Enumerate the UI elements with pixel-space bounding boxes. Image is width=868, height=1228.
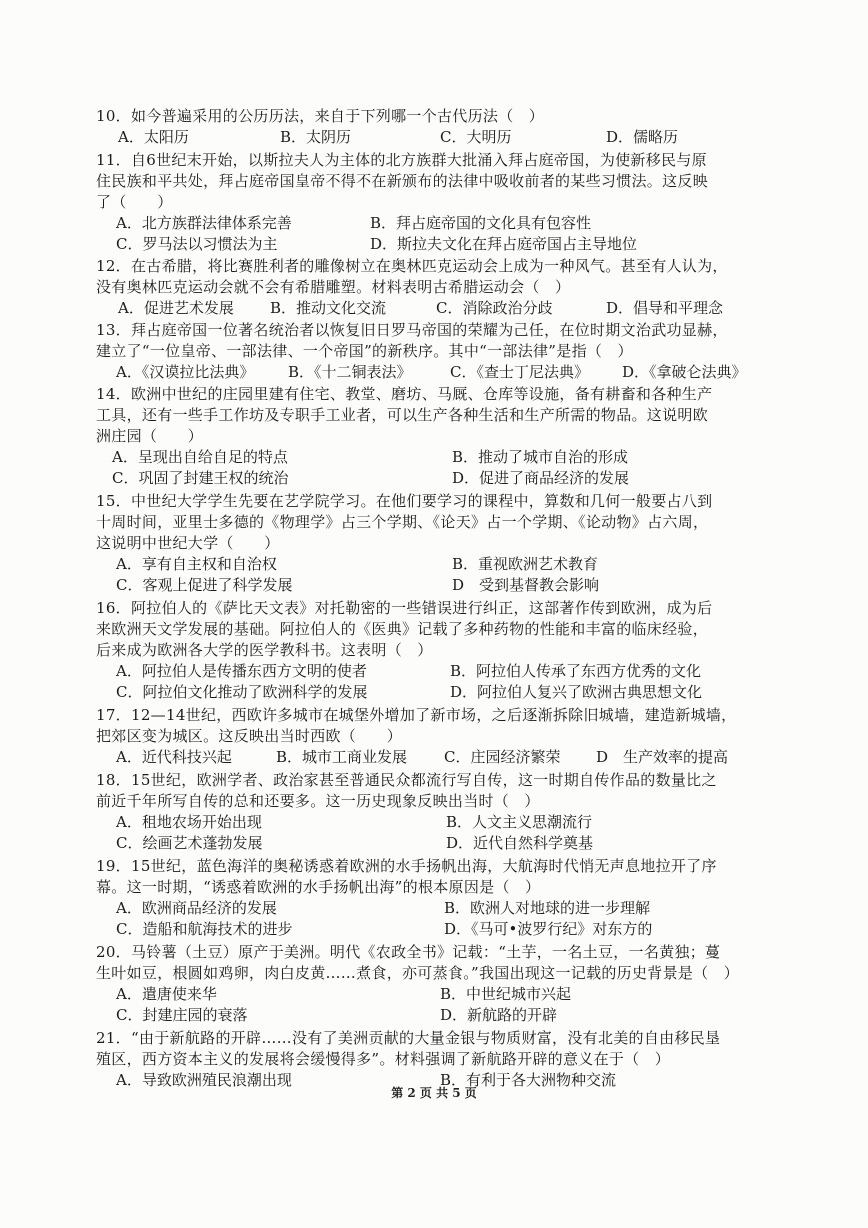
question-14-line-3: 洲庄园（ ） [96, 427, 204, 445]
q19-option-d: D．《马可•波罗行纪》对东方的 [444, 920, 653, 938]
q16-option-d: D．阿拉伯人复兴了欧洲古典思想文化 [450, 683, 703, 701]
q18-option-b: B．人文主义思潮流行 [446, 813, 593, 831]
q18-option-c: C．绘画艺术蓬勃发展 [116, 834, 263, 852]
q10-option-d: D．儒略历 [606, 128, 679, 146]
q11-option-b: B．拜占庭帝国的文化具有包容性 [370, 214, 592, 232]
question-20-line-1: 20．马铃薯（土豆）原产于美洲。明代《农政全书》记载：“土芋，一名土豆，一名黄独；蔓 [96, 943, 721, 961]
question-16-line-3: 后来成为欧洲各大学的医学教科书。这表明（ ） [96, 641, 433, 659]
question-16-line-2: 来欧洲天文学发展的基础。阿拉伯人的《医典》记载了多种药物的性能和丰富的临床经验， [96, 620, 709, 638]
question-11-line-1: 11．自6世纪末开始，以斯拉夫人为主体的北方族群大批涌入拜占庭帝国，为使新移民与原 [96, 151, 707, 169]
question-16-line-1: 16．阿拉伯人的《萨比天文表》对托勒密的一些错误进行纠正，这部著作传到欧洲，成为后 [96, 599, 713, 617]
q12-option-a: A．促进艺术发展 [118, 299, 234, 317]
q11-option-a: A．北方族群法律体系完善 [116, 214, 292, 232]
q13-option-a: A．《汉谟拉比法典》 [116, 363, 255, 381]
question-14-line-1: 14．欧洲中世纪的庄园里建有住宅、教堂、磨坊、马厩、仓库等设施，备有耕畜和各种生产 [96, 385, 713, 403]
q13-option-c: C．《查士丁尼法典》 [450, 363, 589, 381]
question-17-line-2: 把郊区变为城区。这反映出当时西欧（ ） [96, 727, 403, 745]
question-10-line-1: 10．如今普遍采用的公历历法，来自于下列哪一个古代历法（ ） [96, 107, 545, 125]
q15-option-c: C．客观上促进了科学发展 [116, 576, 293, 594]
q12-option-d: D．倡导和平理念 [606, 299, 724, 317]
q14-option-c: C．巩固了封建王权的统治 [112, 469, 289, 487]
question-11-line-3: 了（ ） [96, 193, 173, 211]
q20-option-d: D．新航路的开辟 [440, 1006, 558, 1024]
question-15-line-1: 15．中世纪大学学生先要在艺学院学习。在他们要学习的课程中，算数和几何一般要占八到 [96, 492, 713, 510]
question-13-line-1: 13．拜占庭帝国一位著名统治者以恢复旧日罗马帝国的荣耀为己任，在位时期文治武功显赫， [96, 321, 728, 339]
q17-option-d: D 生产效率的提高 [596, 748, 729, 766]
question-12-line-2: 没有奥林匹克运动会就不会有希腊雕塑。材料表明古希腊运动会（ ） [96, 278, 571, 296]
page-number: 第 2 页 共 5 页 [391, 1086, 477, 1100]
q20-option-a: A．遣唐使来华 [116, 985, 217, 1003]
q12-option-b: B．推动文化交流 [270, 299, 387, 317]
q16-option-a: A．阿拉伯人是传播东西方文明的使者 [116, 662, 367, 680]
q16-option-b: B．阿拉伯人传承了东西方优秀的文化 [450, 662, 702, 680]
question-21-line-1: 21．“由于新航路的开辟……没有了美洲贡献的大量金银与物质财富，没有北美的自由移民垦 [96, 1029, 721, 1047]
q11-option-c: C．罗马法以习惯法为主 [116, 235, 278, 253]
question-14-line-2: 工具，还有一些手工作坊及专职手工业者，可以生产各种生活和生产所需的物品。这说明欧 [96, 406, 709, 424]
q15-option-d: D 受到基督教会影响 [452, 576, 600, 594]
q21-option-a: A．导致欧洲殖民浪潮出现 [116, 1071, 292, 1089]
question-11-line-2: 住民族和平共处，拜占庭帝国皇帝不得不在新颁布的法律中吸收前者的某些习惯法。这反映 [96, 172, 709, 190]
q14-option-d: D．促进了商品经济的发展 [452, 469, 630, 487]
q19-option-a: A．欧洲商品经济的发展 [116, 899, 277, 917]
q10-option-c: C．大明历 [440, 128, 512, 146]
question-21-line-2: 殖区，西方资本主义的发展将会缓慢得多”。材料强调了新航路开辟的意义在于（ ） [96, 1050, 671, 1068]
q17-option-a: A．近代科技兴起 [116, 748, 232, 766]
question-18-line-1: 18．15世纪，欧洲学者、政治家甚至普通民众都流行写自传，这一时期自传作品的数量比之 [96, 771, 717, 789]
q18-option-d: D．近代自然科学奠基 [446, 834, 594, 852]
q13-option-b: B．《十二铜表法》 [288, 363, 412, 381]
q13-option-d: D．《拿破仑法典》 [622, 363, 747, 381]
question-19-line-2: 幕。这一时期，“诱惑着欧洲的水手扬帆出海”的根本原因是（ ） [96, 878, 541, 896]
q20-option-b: B．中世纪城市兴起 [440, 985, 572, 1003]
q17-option-c: C．庄园经济繁荣 [444, 748, 561, 766]
q17-option-b: B．城市工商业发展 [276, 748, 408, 766]
q14-option-a: A．呈现出自给自足的特点 [112, 448, 288, 466]
q15-option-a: A．享有自主权和自治权 [116, 555, 277, 573]
q15-option-b: B．重视欧洲艺术教育 [452, 555, 599, 573]
question-12-line-1: 12．在古希腊，将比赛胜利者的雕像树立在奥林匹克运动会上成为一种风气。甚至有人认为， [96, 257, 728, 275]
question-19-line-1: 19．15世纪，蓝色海洋的奥秘诱惑着欧洲的水手扬帆出海，大航海时代悄无声息地拉开了序 [96, 857, 717, 875]
q14-option-b: B．推动了城市自治的形成 [452, 448, 629, 466]
q10-option-a: A．太阳历 [118, 128, 189, 146]
q18-option-a: A．租地农场开始出现 [116, 813, 262, 831]
q19-option-b: B．欧洲人对地球的进一步理解 [444, 899, 651, 917]
question-15-line-3: 这说明中世纪大学（ ） [96, 534, 280, 552]
q20-option-c: C．封建庄园的衰落 [116, 1006, 248, 1024]
q19-option-c: C．造船和航海技术的进步 [116, 920, 293, 938]
question-18-line-2: 前近千年所写自传的总和还要多。这一历史现象反映出当时（ ） [96, 792, 540, 810]
q12-option-c: C．消除政治分歧 [436, 299, 553, 317]
q16-option-c: C．阿拉伯文化推动了欧洲科学的发展 [116, 683, 368, 701]
question-15-line-2: 十周时间，亚里士多德的《物理学》占三个学期、《论天》占一个学期、《论动物》占六周， [96, 513, 709, 531]
question-13-line-2: 建立了“一位皇帝、一部法律、一个帝国”的新秩序。其中“一部法律”是指（ ） [96, 342, 633, 360]
question-20-line-2: 生叶如豆，根圆如鸡卵，肉白皮黄……煮食，亦可蒸食。”我国出现这一记载的历史背景是（ ） [96, 964, 740, 982]
question-17-line-1: 17．12—14世纪，西欧许多城市在城堡外增加了新市场，之后逐渐拆除旧城墙，建造新城墙， [96, 706, 737, 724]
q21-option-b: B．有利于各大洲物种交流 [440, 1071, 617, 1089]
q11-option-d: D．斯拉夫文化在拜占庭帝国占主导地位 [370, 235, 638, 253]
q10-option-b: B．太阴历 [280, 128, 352, 146]
